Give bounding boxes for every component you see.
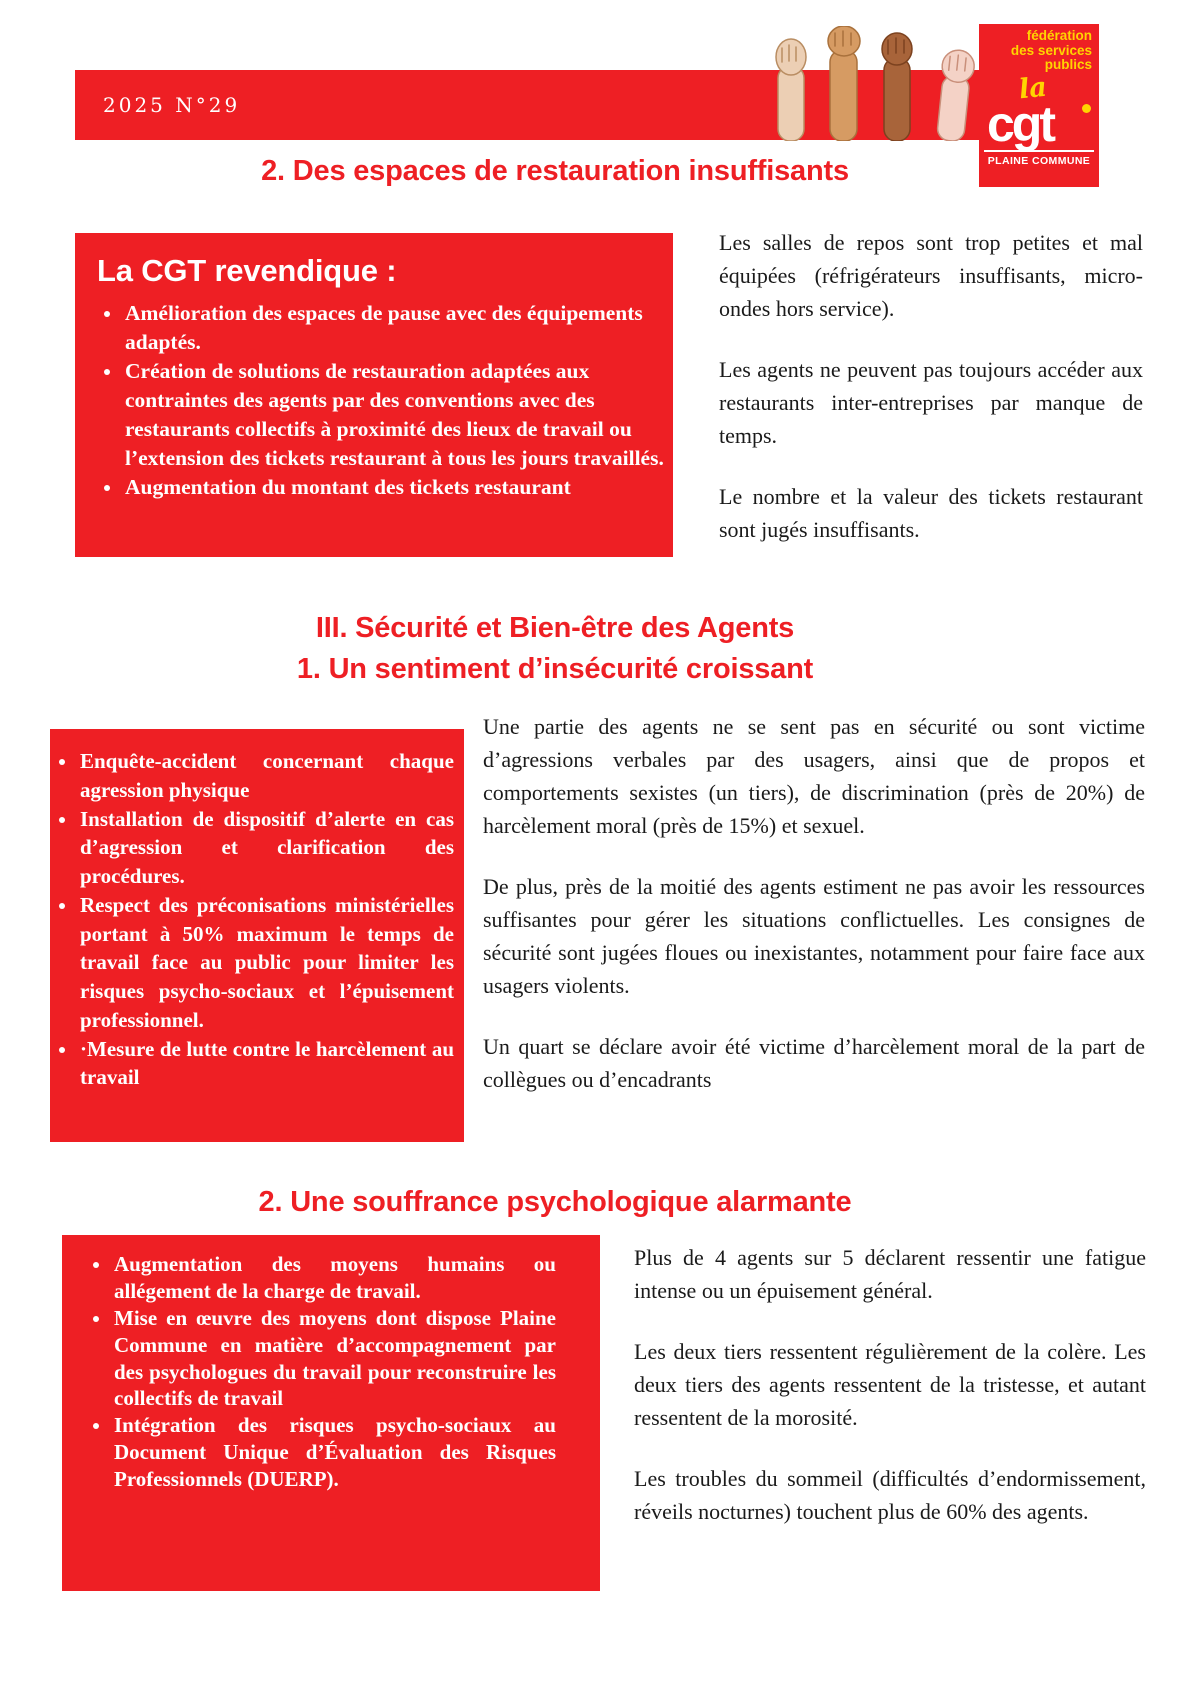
section-heading-securite-line1: III. Sécurité et Bien-être des Agents xyxy=(315,612,795,644)
body-paragraph: Les deux tiers ressentent régulièrement de la colère. Les deux tiers des agents ressentent de la tristesse, et autant ressentent de la morosité. xyxy=(634,1339,1146,1430)
demand-item: • Intégration des risques psycho-sociaux au Document Unique d’Évaluation des Risques Professionnels (DUERP). xyxy=(112,1412,556,1493)
body-paragraph: Un quart se déclare avoir été victime d’harcèlement moral de la part de collègues ou d’encadrants xyxy=(483,1034,1145,1092)
body-column-securite xyxy=(483,710,1145,1124)
section-heading-securite-line2: 1. Un sentiment d’insécurité croissant xyxy=(296,653,814,686)
demands-box-souffrance xyxy=(62,1235,600,1591)
demand-item: • ·Mesure de lutte contre le harcèlement au travail xyxy=(78,1035,454,1093)
body-paragraph: Le nombre et la valeur des tickets restaurant sont jugés insuffisants. xyxy=(719,484,1143,542)
body-paragraph: Les troubles du sommeil (difficultés d’endormissement, réveils nocturnes) touchent plus de 60% des agents. xyxy=(634,1466,1146,1524)
logo-la-script: la xyxy=(1017,71,1049,106)
body-paragraph: De plus, près de la moitié des agents estiment ne pas avoir les ressources suffisantes pour gérer les situations conflictuelles. Les consignes de sécurité sont jugées floues ou inexistantes, notamment pour faire face aux usagers violents. xyxy=(483,874,1145,998)
demands-box-title: La CGT revendique : xyxy=(97,253,397,288)
body-column-souffrance xyxy=(634,1241,1146,1556)
demands-list-securite xyxy=(56,747,454,1092)
demands-box-restauration xyxy=(75,233,673,557)
body-column-restauration xyxy=(719,226,1143,574)
body-paragraph: Les agents ne peuvent pas toujours accéder aux restaurants inter-entreprises par manque de temps. xyxy=(719,357,1143,448)
demand-item: • Mise en œuvre des moyens dont dispose Plaine Commune en matière d’accompagnement par des psychologues du travail pour reconstruire les collectifs de travail xyxy=(112,1305,556,1413)
body-paragraph: Les salles de repos sont trop petites et mal équipées (réfrigérateurs insuffisants, micro-ondes hors service). xyxy=(719,230,1143,321)
logo-region-label: PLAINE COMMUNE xyxy=(987,154,1091,167)
body-paragraph: Une partie des agents ne se sent pas en sécurité ou sont victime d’agressions verbales par des usagers, ainsi que de propos et comportements sexistes (un tiers), de discrimination (près de 20%) de harcèlement moral (près de 15%) et sexuel. xyxy=(483,714,1145,838)
demand-item: • Installation de dispositif d’alerte en cas d’agression et clarification des procédures. xyxy=(78,805,454,891)
demands-box-securite xyxy=(50,729,464,1142)
demands-list-souffrance xyxy=(90,1251,556,1493)
section-heading-souffrance: 2. Une souffrance psychologique alarmante xyxy=(258,1186,852,1218)
raised-fists-icon xyxy=(768,26,1006,141)
demand-item: • Respect des préconisations ministérielles portant à 50% maximum le temps de travail face au public pour limiter les risques psycho-sociaux et l’épuisement professionnel. xyxy=(78,891,454,1035)
demand-item: • Enquête-accident concernant chaque agression physique xyxy=(78,747,454,805)
logo-cgt-wordmark: cgt xyxy=(987,95,1053,152)
issue-number: 2025 N°29 xyxy=(103,93,241,117)
demands-list-restauration xyxy=(97,299,665,502)
section-heading-securite xyxy=(0,608,1110,690)
logo-federation-text: fédération des services publics xyxy=(1010,28,1092,73)
logo-yellow-dot xyxy=(1082,104,1091,113)
demand-item: • Augmentation du montant des tickets restaurant xyxy=(123,473,665,502)
demand-item: • Augmentation des moyens humains ou allégement de la charge de travail. xyxy=(112,1251,556,1305)
demand-item: • Amélioration des espaces de pause avec des équipements adaptés. xyxy=(123,299,665,357)
demand-item: • Création de solutions de restauration adaptées aux contraintes des agents par des conventions avec des restaurants collectifs à proximité des lieux de travail ou l’extension des tickets restaurant à tous les jours travaillés. xyxy=(123,357,665,473)
section-heading-restauration: 2. Des espaces de restauration insuffisants xyxy=(261,155,849,187)
body-paragraph: Plus de 4 agents sur 5 déclarent ressentir une fatigue intense ou un épuisement général. xyxy=(634,1245,1146,1303)
